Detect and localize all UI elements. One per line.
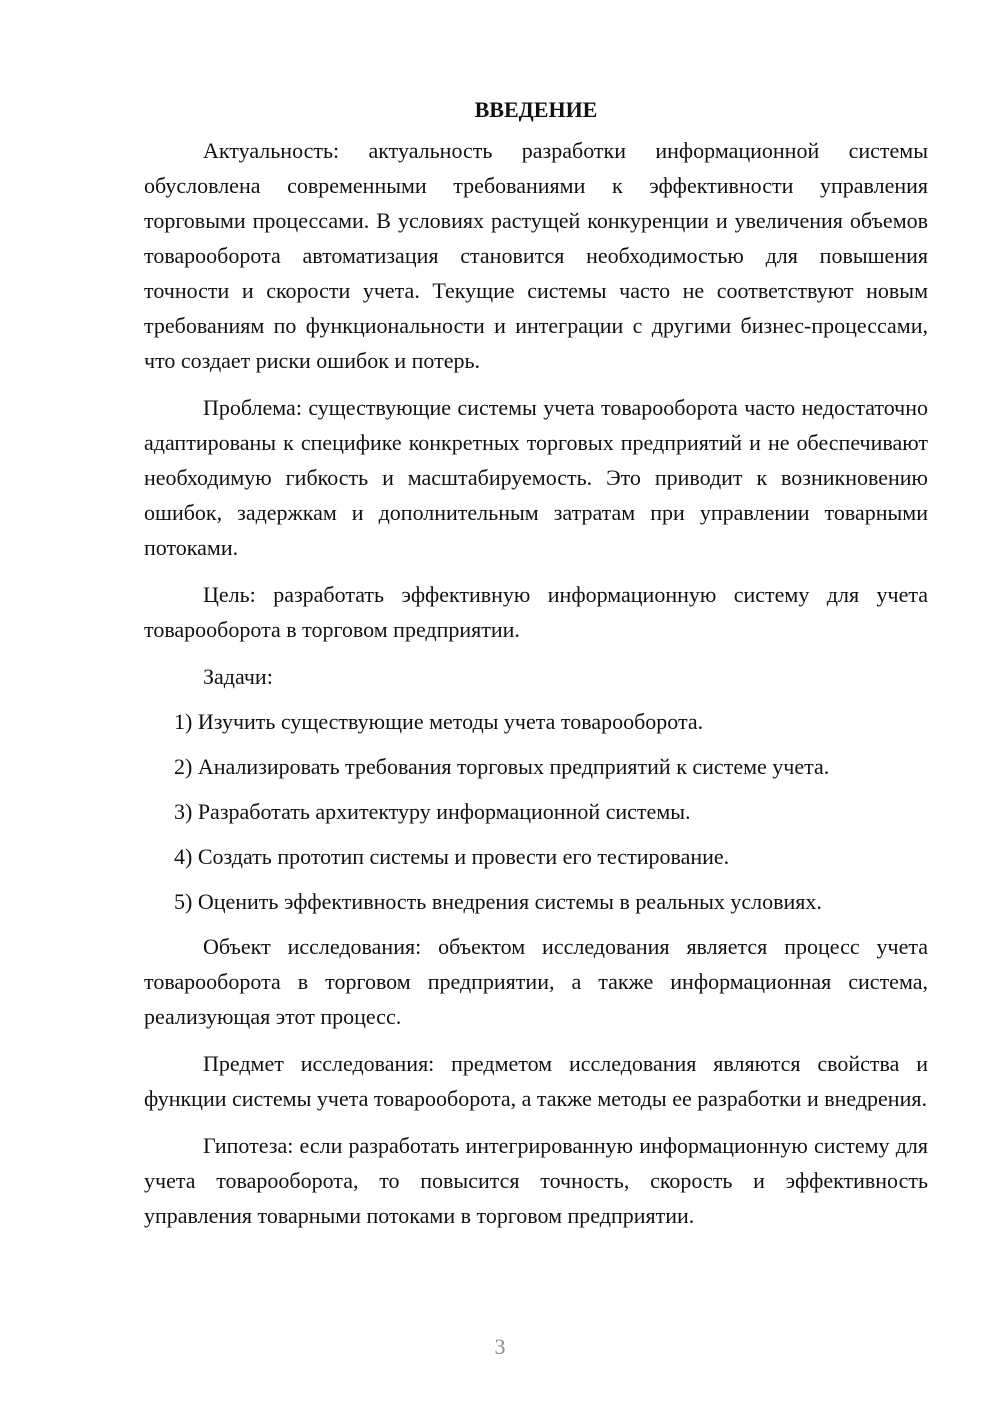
tasks-list: [144, 704, 928, 919]
paragraph-relevance: Актуальность: актуальность разработки информационной системы обусловлена современными требованиями к эффективности управления торговыми процессами. В условиях растущей конкуренции и увеличения объемов товарооборота автоматизация становится необходимостью для повышения точности и скорости учета. Текущие системы часто не соответствуют новым требованиям по функциональности и интеграции с другими бизнес-процессами, что создает риски ошибок и потерь.: [144, 138, 928, 373]
list-item: 2) Анализировать требования торговых предприятий к системе учета.: [174, 754, 830, 779]
paragraph-subject: Предмет исследования: предметом исследования являются свойства и функции системы учета товарооборота, а также методы ее разработки и внедрения.: [144, 1051, 928, 1111]
page-number: 3: [494, 1334, 506, 1359]
paragraph-hypothesis: Гипотеза: если разработать интегрированную информационную систему для учета товарооборота, то повысится точность, скорость и эффективность управления товарными потоками в торговом предприятии.: [144, 1133, 928, 1228]
page-content: [144, 92, 928, 1245]
paragraph-goal: Цель: разработать эффективную информационную систему для учета товарооборота в торговом предприятии.: [144, 582, 928, 642]
list-item: 1) Изучить существующие методы учета товарооборота.: [174, 709, 704, 734]
list-item: 3) Разработать архитектуру информационной системы.: [174, 799, 691, 824]
list-item: 4) Создать прототип системы и провести его тестирование.: [174, 844, 730, 869]
tasks-heading: Задачи:: [203, 664, 273, 689]
list-item: 5) Оценить эффективность внедрения системы в реальных условиях.: [174, 889, 822, 914]
paragraph-problem: Проблема: существующие системы учета товарооборота часто недостаточно адаптированы к специфике конкретных торговых предприятий и не обеспечивают необходимую гибкость и масштабируемость. Это приводит к возникновению ошибок, задержкам и дополнительным затратам при управлении товарными потоками.: [144, 395, 928, 560]
paragraph-object: Объект исследования: объектом исследования является процесс учета товарооборота в торговом предприятии, а также информационная система, реализующая этот процесс.: [144, 934, 928, 1029]
section-title: ВВЕДЕНИЕ: [474, 97, 598, 122]
